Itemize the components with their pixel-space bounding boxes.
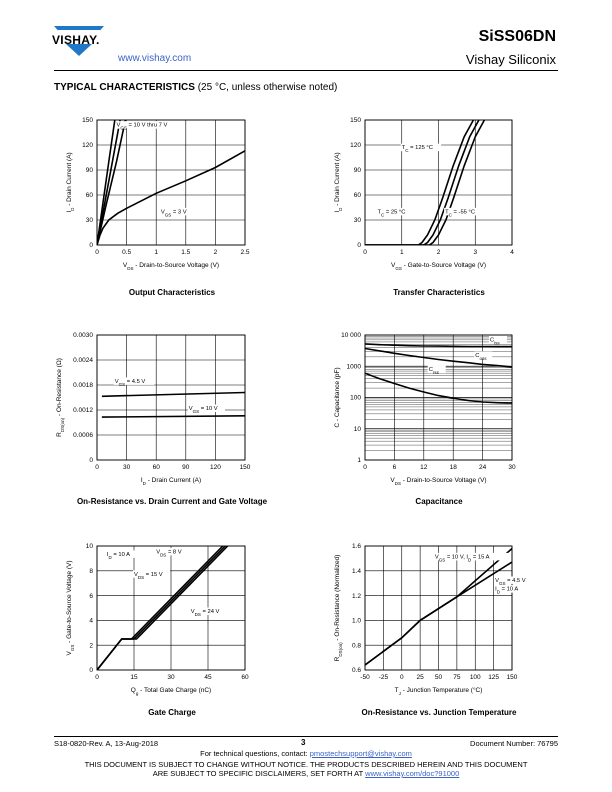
annotation-label: $V_{GS} = 4.5$ V [495,577,526,586]
annotation-label: $T_C = 125$ °C [401,145,433,153]
x-axis-label: $T_J$ - Junction Temperature (°C) [394,687,483,696]
x-tick-label: 50 [434,674,443,681]
y-tick-label: 30 [85,217,93,225]
x-tick-label: 0 [363,249,367,256]
x-tick-label: 1 [154,249,159,256]
series-line-3 [97,120,125,245]
y-tick-label: 150 [82,117,93,125]
x-axis-label: $Q_g$ - Total Gate Charge (nC) [130,687,212,696]
annotation-label: $T_C = 25$ °C [377,209,406,217]
caption-on-resistance-vs-temp: On-Resistance vs. Junction Temperature [361,708,517,717]
x-tick-label: -25 [378,674,389,681]
annotation-label: $T_C = -55$ °C [445,209,476,217]
chart-6 [334,543,534,695]
annotation-label: $V_{DS} = 24$ V [190,608,220,617]
y-tick-label: 0.0006 [73,432,93,440]
chart-3 [56,332,251,485]
x-axis-label: $V_{DS}$ - Drain-to-Source Voltage (V) [390,477,487,486]
x-tick-label: 6 [392,464,397,471]
chart-5 [66,543,249,695]
x-tick-label: 2 [213,249,218,256]
y-axis-label: $R_{DS(on)}$ - On-Resistance (Ω) [56,358,65,437]
y-axis-label: $V_{GS}$ - Gate-to-Source Voltage (V) [66,560,75,656]
annotation-label: $V_{GS} = 10$ V thru 7 V [116,122,168,131]
part-number: SiSS06DN [478,28,556,45]
series-line-3 [365,120,484,245]
y-tick-label: 1.6 [351,543,361,551]
header-url[interactable]: www.vishay.com [118,53,192,64]
y-tick-label: 0.0018 [73,382,93,390]
footer-disclaimer-1: THIS DOCUMENT IS SUBJECT TO CHANGE WITHOUT NOTICE. THE PRODUCTS DESCRIBED HEREIN AND THIS DOCUMENT [84,760,528,769]
y-tick-label: 1.4 [351,568,361,575]
y-tick-label: 120 [82,142,93,150]
y-tick-label: 10 [353,425,361,433]
chart-4 [334,332,516,485]
chart-2 [334,117,514,270]
footer-disclaimer-2-prefix: ARE SUBJECT TO SPECIFIC DISCLAIMERS, SET FORTH AT [152,769,366,778]
series-line-2 [102,416,245,417]
annotation-label: $V_{GS} = 10$ V, $I_D = 15$ A [434,554,490,562]
plot-frame [97,120,245,245]
company-name: Vishay Siliconix [465,52,556,67]
y-tick-label: 60 [85,192,93,200]
x-tick-label: 3 [473,249,478,256]
x-tick-label: 12 [420,464,428,471]
series-line-4 [97,151,245,245]
x-tick-label: 30 [122,464,131,471]
x-tick-label: 24 [478,464,487,471]
y-tick-label: 8 [89,568,93,575]
y-tick-label: 0 [89,667,93,675]
y-axis-label: $I_D$ - Drain Current (A) [334,152,343,213]
footer-doc-number: Document Number: 76795 [470,739,558,748]
y-tick-label: 10 [85,543,93,551]
footer-disclaimer-2 [0,769,612,778]
x-tick-label: 15 [130,674,138,681]
annotation-label: $V_{DS} = 15$ V [134,571,163,580]
x-tick-label: 45 [204,674,212,681]
x-tick-label: 0 [363,464,367,471]
x-tick-label: 2.5 [240,249,250,256]
y-tick-label: 6 [89,592,93,600]
x-tick-label: 100 [469,674,481,681]
y-tick-label: 0 [357,242,361,250]
y-tick-label: 150 [350,117,361,125]
x-tick-label: 120 [209,464,221,471]
annotation-label: $C_{rss}$ [428,367,439,375]
footer-contact-email[interactable]: pmostechsupport@vishay.com [309,749,412,758]
caption-transfer-characteristics: Transfer Characteristics [393,288,485,297]
y-tick-label: 120 [350,142,361,150]
y-tick-label: 1 [357,457,361,465]
x-tick-label: 30 [508,464,516,471]
x-tick-label: 75 [453,674,461,681]
y-tick-label: 0.0012 [73,407,93,415]
y-tick-label: 2 [89,642,93,650]
y-axis-label: $R_{DS(on)}$ - On-Resistance (Normalized) [334,554,343,662]
x-axis-label: $V_{GS}$ - Gate-to-Source Voltage (V) [390,262,487,271]
x-tick-label: 2 [436,249,441,256]
y-tick-label: 0.0030 [73,332,93,340]
footer-revision: S18-0820-Rev. A, 13-Aug-2018 [54,739,159,748]
annotation-label: $C_{oss}$ [475,352,487,361]
y-tick-label: 1.2 [351,592,361,600]
series-line-1 [102,393,245,397]
annotation-label: $V_{DS} = 8$ V [156,549,182,557]
annotation-label: $C_{iss}$ [489,337,500,345]
y-tick-label: 1.0 [351,617,361,625]
section-title-bold: TYPICAL CHARACTERISTICS [54,82,195,93]
y-axis-label: $I_D$ - Drain Current (A) [66,152,75,213]
y-tick-label: 10 000 [341,332,361,340]
x-tick-label: 90 [182,464,190,471]
x-tick-label: 1 [399,249,404,256]
y-tick-label: 4 [89,617,93,625]
y-tick-label: 1000 [346,363,361,371]
footer-disclaimer-link[interactable]: www.vishay.com/doc?91000 [365,769,460,778]
y-tick-label: 0.0024 [73,357,93,365]
x-tick-label: 18 [449,464,457,471]
footer-divider [54,736,558,737]
y-tick-label: 30 [353,217,361,225]
caption-capacitance: Capacitance [415,497,463,506]
x-tick-label: 60 [152,464,160,471]
x-tick-label: 0 [95,249,99,256]
y-tick-label: 0 [89,242,93,250]
chart-1 [66,117,250,270]
series-line-2 [365,120,479,245]
x-tick-label: 30 [167,674,175,681]
caption-on-resistance-vs-current: On-Resistance vs. Drain Current and Gate Voltage [76,497,268,506]
y-tick-label: 100 [350,394,361,402]
y-tick-label: 90 [85,167,93,175]
footer-page-number: 3 [301,738,306,747]
footer-contact-prefix: For technical questions, contact: [200,749,310,758]
x-tick-label: 150 [506,674,518,681]
x-tick-label: 0 [399,674,404,681]
annotation-label: $V_{GS} = 10$ V [188,406,218,414]
x-tick-label: 0 [95,674,99,681]
annotation-label: $I_D = 10$ A [495,586,519,595]
section-title-rest: (25 °C, unless otherwise noted) [194,82,338,93]
x-tick-label: 0 [95,464,99,471]
plot-frame [97,335,245,460]
x-tick-label: -50 [360,674,370,681]
x-tick-label: 25 [416,674,424,681]
brand-text: VISHAY. [52,33,100,47]
x-tick-label: 125 [488,674,500,681]
caption-output-characteristics: Output Characteristics [128,288,216,297]
y-tick-label: 0 [89,457,93,465]
y-tick-label: 60 [353,192,361,200]
y-axis-label: C - Capacitance (pF) [334,367,341,428]
x-axis-label: $V_{DS}$ - Drain-to-Source Voltage (V) [122,262,220,271]
y-tick-label: 0.6 [351,667,361,675]
annotation-label: $V_{GS} = 4.5$ V [114,378,146,387]
x-tick-label: 60 [241,674,249,681]
annotation-label: $I_D = 10$ A [106,551,130,560]
x-tick-label: 0.5 [122,249,132,256]
x-tick-label: 4 [510,249,514,256]
caption-gate-charge: Gate Charge [148,708,196,717]
x-tick-label: 150 [239,464,251,471]
series-line-1 [365,120,476,245]
x-axis-label: $I_D$ - Drain Current (A) [140,477,202,486]
x-tick-label: 1.5 [181,249,191,256]
annotation-label: $V_{GS} = 3$ V [160,209,187,217]
footer-contact [0,749,612,758]
y-tick-label: 90 [353,167,361,175]
y-tick-label: 0.8 [351,642,361,650]
